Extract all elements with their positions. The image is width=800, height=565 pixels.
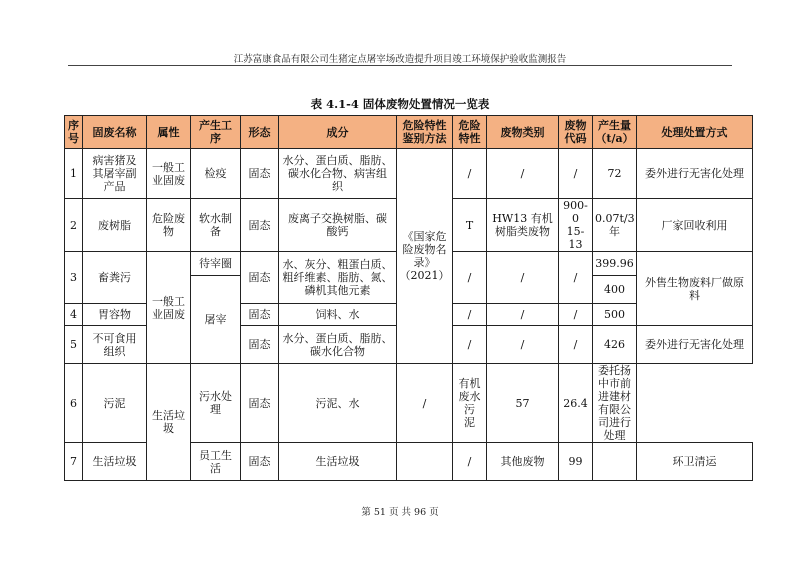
cell-category: / xyxy=(487,252,559,304)
cell-composition: 水分、蛋白质、脂肪、 碳水化合物 xyxy=(279,326,397,364)
table-row xyxy=(65,364,753,443)
cell-composition: 水分、蛋白质、脂肪、 碳水化合物、病害组 织 xyxy=(279,149,397,199)
cell-amount: 399.96 xyxy=(593,252,637,276)
page-number: 第 51 页 共 96 页 xyxy=(361,507,439,518)
cell-form: 固态 xyxy=(241,149,279,199)
cell-amount: 26.4 xyxy=(559,364,593,443)
col-header-form: 形态 xyxy=(241,116,279,149)
cell-hazard: / xyxy=(397,364,453,443)
cell-disposal: 委外进行无害化处理 xyxy=(637,326,753,364)
cell-amount: 400 xyxy=(593,276,637,304)
cell-composition: 废离子交换树脂、碳 酸钙 xyxy=(279,199,397,252)
cell-form: 固态 xyxy=(241,364,279,443)
col-header-hazard: 危险 特性 xyxy=(453,116,487,149)
cell-hazard: / xyxy=(453,149,487,199)
cell-category: 有机废水污 泥 xyxy=(453,364,487,443)
cell-composition: 饲料、水 xyxy=(279,304,397,326)
cell-code: 57 xyxy=(487,364,559,443)
cell-amount: 426 xyxy=(593,326,637,364)
cell-code: / xyxy=(559,326,593,364)
cell-attribute: 一般工 业固废 xyxy=(147,149,191,199)
cell-disposal: 环卫清运 xyxy=(637,443,753,481)
cell-composition: 水、灰分、粗蛋白质、 粗纤维素、脂肪、氮、 磷机其他元素 xyxy=(279,252,397,304)
cell-disposal: 外售生物废料厂做原 料 xyxy=(637,252,753,326)
cell-disposal: 委托扬中市前进建材 有限公司进行处理 xyxy=(593,364,637,443)
col-header-category: 废物类别 xyxy=(487,116,559,149)
header-row xyxy=(65,116,753,149)
cell-category: / xyxy=(487,304,559,326)
cell-composition: 污泥、水 xyxy=(279,364,397,443)
cell-hazard: / xyxy=(453,326,487,364)
cell-process: 员工生 活 xyxy=(191,443,241,481)
cell-name: 污泥 xyxy=(83,364,147,443)
col-header-process: 产生工 序 xyxy=(191,116,241,149)
cell-hazard: / xyxy=(453,304,487,326)
table-title: 表 4.1-4 固体废物处置情况一览表 xyxy=(310,97,490,111)
solid-waste-table xyxy=(64,115,753,481)
cell-code: 900-0 15-13 xyxy=(559,199,593,252)
col-header-disposal: 处理处置方式 xyxy=(637,116,753,149)
cell-hazard: / xyxy=(453,443,487,481)
cell-process: 屠宰 xyxy=(191,276,241,364)
cell-composition: 生活垃圾 xyxy=(279,443,397,481)
cell-amount-empty xyxy=(593,443,637,481)
cell-disposal: 厂家回收利用 xyxy=(637,199,753,252)
cell-amount: 0.07t/3 年 xyxy=(593,199,637,252)
cell-name: 胃容物 xyxy=(83,304,147,326)
cell-category: / xyxy=(487,149,559,199)
cell-form: 固态 xyxy=(241,199,279,252)
cell-seq: 5 xyxy=(65,326,83,364)
col-header-composition: 成分 xyxy=(279,116,397,149)
cell-name: 畜粪污 xyxy=(83,252,147,304)
cell-form: 固态 xyxy=(241,326,279,364)
cell-form: 固态 xyxy=(241,252,279,304)
cell-seq: 4 xyxy=(65,304,83,326)
cell-category: / xyxy=(487,326,559,364)
cell-code: 99 xyxy=(559,443,593,481)
cell-amount: 500 xyxy=(593,304,637,326)
cell-hazard: / xyxy=(453,252,487,304)
cell-code: / xyxy=(559,149,593,199)
col-header-attribute: 属性 xyxy=(147,116,191,149)
cell-form: 固态 xyxy=(241,304,279,326)
cell-form: 固态 xyxy=(241,443,279,481)
cell-seq: 1 xyxy=(65,149,83,199)
table-row xyxy=(65,149,753,199)
cell-name: 生活垃圾 xyxy=(83,443,147,481)
cell-amount: 72 xyxy=(593,149,637,199)
cell-process: 待宰圈 xyxy=(191,252,241,276)
header-rule xyxy=(68,65,732,66)
col-header-amount: 产生量 （t/a） xyxy=(593,116,637,149)
cell-attribute: 一般工 业固废 xyxy=(147,252,191,364)
cell-process: 检疫 xyxy=(191,149,241,199)
cell-method: 《国家危 险废物名 录》 （2021） xyxy=(397,149,453,364)
cell-seq: 6 xyxy=(65,364,83,443)
cell-disposal: 委外进行无害化处理 xyxy=(637,149,753,199)
cell-seq: 2 xyxy=(65,199,83,252)
cell-category: HW13 有机 树脂类废物 xyxy=(487,199,559,252)
cell-process: 软水制 备 xyxy=(191,199,241,252)
col-header-method: 危险特性 鉴别方法 xyxy=(397,116,453,149)
cell-category: 其他废物 xyxy=(487,443,559,481)
cell-method-empty xyxy=(397,443,453,481)
cell-name: 废树脂 xyxy=(83,199,147,252)
cell-seq: 3 xyxy=(65,252,83,304)
cell-name: 不可食用 组织 xyxy=(83,326,147,364)
cell-attribute: 生活垃 圾 xyxy=(147,364,191,481)
col-header-seq: 序 号 xyxy=(65,116,83,149)
page-header: 江苏富康食品有限公司生猪定点屠宰场改造提升项目竣工环境保护验收监测报告 xyxy=(233,54,567,65)
cell-code: / xyxy=(559,252,593,304)
col-header-name: 固废名称 xyxy=(83,116,147,149)
col-header-code: 废物 代码 xyxy=(559,116,593,149)
cell-hazard: T xyxy=(453,199,487,252)
cell-code: / xyxy=(559,304,593,326)
cell-seq: 7 xyxy=(65,443,83,481)
cell-attribute: 危险废 物 xyxy=(147,199,191,252)
cell-process: 污水处 理 xyxy=(191,364,241,443)
cell-name: 病害猪及 其屠宰副 产品 xyxy=(83,149,147,199)
